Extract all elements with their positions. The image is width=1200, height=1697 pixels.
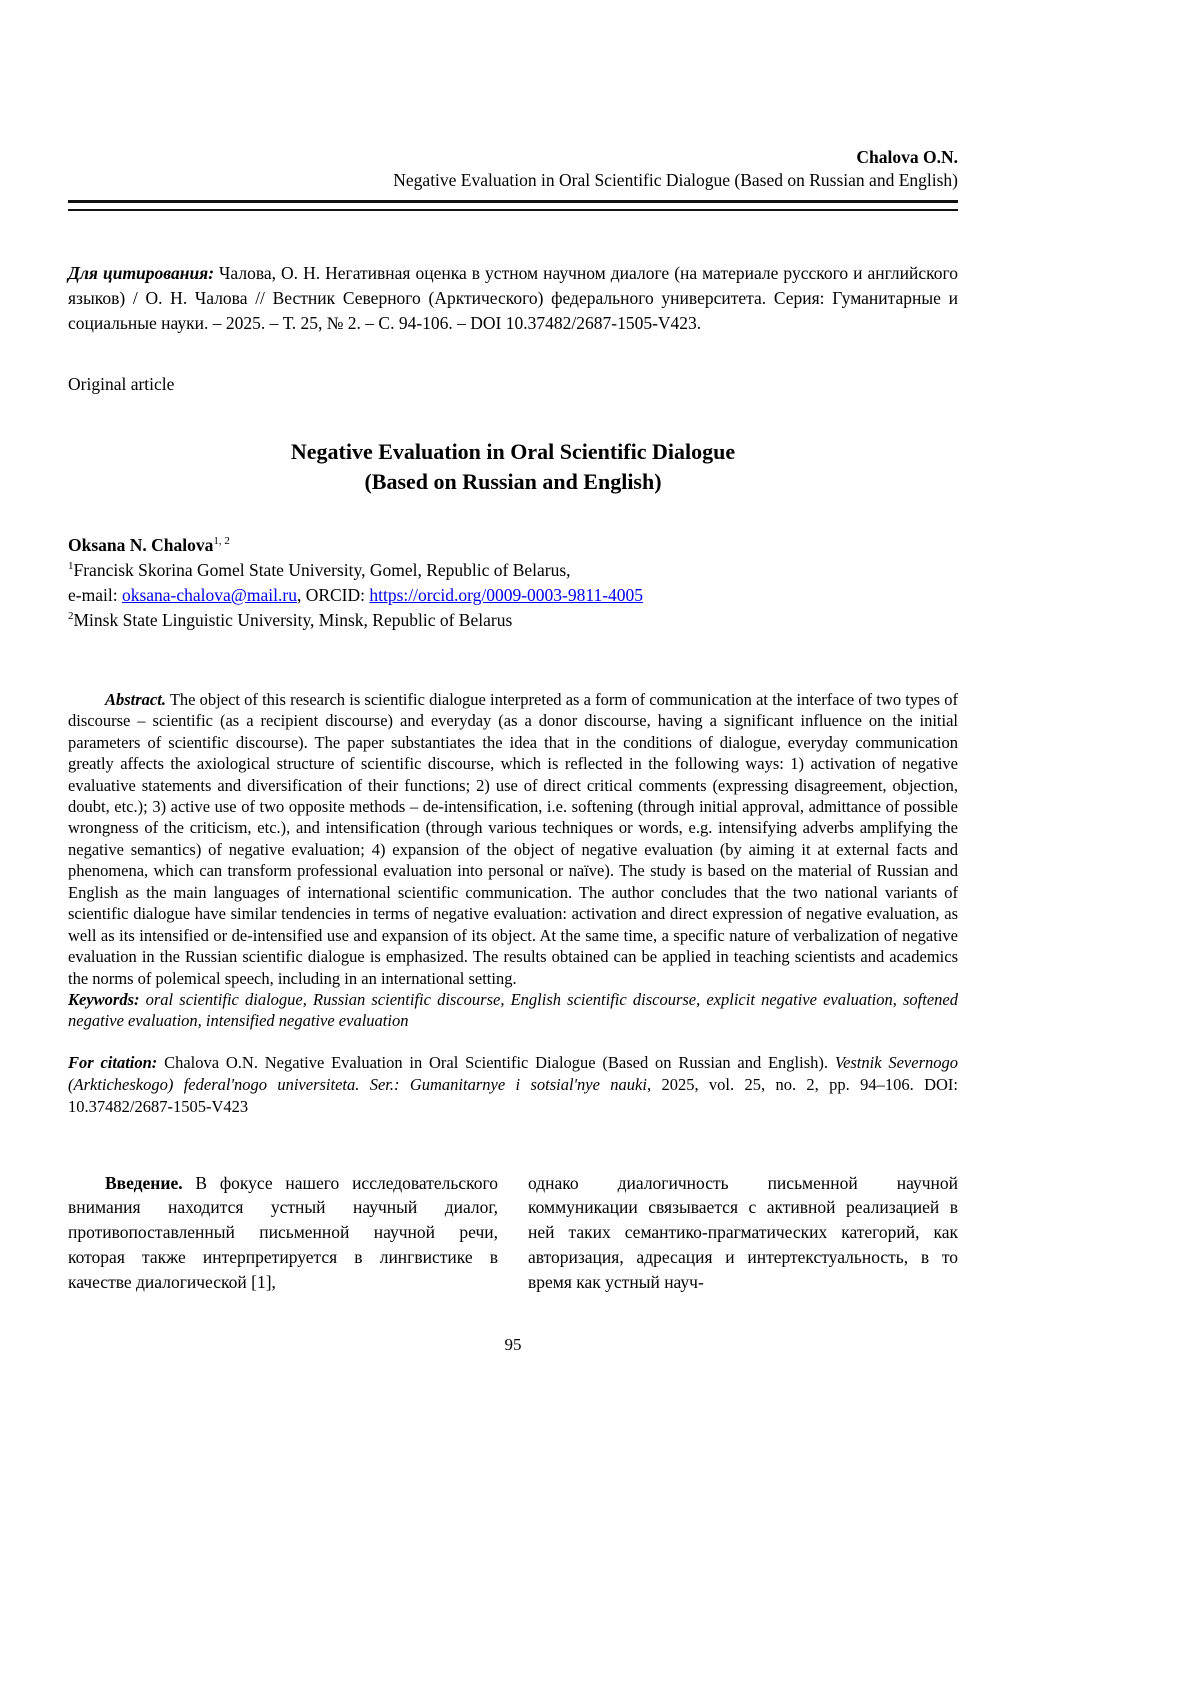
citation-russian-text: Чалова, О. Н. Негативная оценка в устном научном диалоге (на материале русского и английского языков) / О. Н. Чалова // Вестник Северного (Арктического) федерального университета. Серия: Гуманитарные и социальные науки. – 2025. – Т. 25, № 2. – С. 94-106. – DOI 10.37482/2687-1505-V423. [68, 263, 959, 333]
body-column-right [528, 1171, 958, 1295]
affiliation-1-superscript: 1 [68, 560, 74, 573]
citation-english-journal: Vestnik Severnogo (Arkticheskogo) federal'nogo universiteta. Ser.: Gumanitarnye i sotsial'nye nauki [68, 1052, 958, 1095]
affiliation-1-text: Francisk Skorina Gomel State University, Gomel, Republic of Belarus, [73, 560, 571, 581]
article-type-label: Original article [68, 373, 175, 394]
citation-russian-label: Для цитирования: [68, 263, 215, 284]
body-columns [68, 1171, 958, 1295]
keywords-paragraph [68, 989, 958, 1032]
citation-english [68, 1052, 958, 1119]
affiliation-1 [68, 558, 958, 583]
citation-english-text: Chalova O.N. Negative Evaluation in Oral Scientific Dialogue (Based on Russian and English). [157, 1052, 835, 1072]
author-name-line [68, 533, 958, 558]
affiliation-2-text: Minsk State Linguistic University, Minsk, Republic of Belarus [73, 609, 513, 630]
header-divider [68, 200, 958, 211]
introduction-left-text: В фокусе нашего исследовательского внимания находится устный научный диалог, противопоставленный письменной научной речи, которая также интерпретируется в лингвистике в качестве диалогической [1], [68, 1172, 498, 1292]
page-number: 95 [504, 1334, 522, 1354]
introduction-right-text: однако диалогичность письменной научной коммуникации связывается с активной реализацией в ней таких семантико-прагматических категорий, как авторизация, адресация и интертекстуальность, в то время как устный науч- [528, 1172, 958, 1292]
keywords-label: Keywords: [68, 989, 140, 1009]
orcid-link[interactable]: https://orcid.org/0009-0003-9811-4005 [369, 585, 644, 606]
email-label: e-mail: [68, 585, 122, 606]
author-name: Oksana N. Chalova [68, 535, 214, 556]
body-column-left [68, 1171, 498, 1295]
contact-line [68, 583, 958, 608]
running-head [68, 146, 958, 192]
article-title-line2: (Based on Russian and English) [364, 469, 662, 495]
affiliation-2-superscript: 2 [68, 610, 74, 623]
running-head-author: Chalova O.N. [856, 147, 958, 167]
running-head-title: Negative Evaluation in Oral Scientific Dialogue (Based on Russian and English) [393, 170, 958, 191]
citation-russian [68, 261, 958, 336]
article-title [68, 437, 958, 498]
article-title-line1: Negative Evaluation in Oral Scientific Dialogue [290, 438, 736, 464]
abstract-label: Abstract. [105, 689, 166, 709]
author-name-superscript: 1, 2 [213, 535, 230, 548]
author-block [68, 533, 958, 632]
affiliation-2 [68, 608, 958, 633]
abstract-paragraph [68, 689, 958, 989]
orcid-label: , ORCID: [296, 585, 370, 606]
abstract-text: The object of this research is scientific dialogue interpreted as a form of communication at the interface of two types of discourse – scientific (as a recipient discourse) and everyday (as a donor discourse, having a significant influence on the initial parameters of scientific discourse). The paper substantiates the idea that in the conditions of dialogue, everyday communication greatly affects the axiological structure of scientific discourse, which is reflected in the following ways: 1) activation of negative evaluative statements and diversification of their functions; 2) use of direct critical comments (expressing disagreement, objection, doubt, etc.); 3) active use of two opposite methods – de-intensification, i.e. softening (through initial approval, admittance of possible wrongness of the criticism, etc.), and intensification (through various techniques or words, e.g. intensifying adverbs amplifying the negative semantics) of negative evaluation; 4) expansion of the object of negative evaluation (by aiming it at external facts and phenomena, which can transform professional evaluation into personal or naïve). The study is based on the material of Russian and English as the main languages of international scientific communication. The author concludes that the two national variants of scientific dialogue have similar tendencies in terms of negative evaluation: activation and direct expression of negative evaluation, as well as its intensified or de-intensified use and expansion of its object. At the same time, a specific nature of verbalization of negative evaluation in the Russian scientific dialogue is emphasized. The results obtained can be applied in teaching scientists and academics the norms of polemical speech, including in an international setting. [68, 689, 958, 988]
citation-english-tail: , 2025, vol. 25, no. 2, pp. 94–106. DOI: 10.37482/2687-1505-V423 [68, 1075, 958, 1117]
keywords-text: oral scientific dialogue, Russian scientific discourse, English scientific discourse, explicit negative evaluation, softened negative evaluation, intensified negative evaluation [68, 989, 958, 1031]
article-page [68, 0, 958, 1355]
citation-english-label: For citation: [68, 1052, 158, 1072]
introduction-heading: Введение. [105, 1172, 183, 1193]
email-link[interactable]: oksana-chalova@mail.ru [121, 585, 297, 606]
